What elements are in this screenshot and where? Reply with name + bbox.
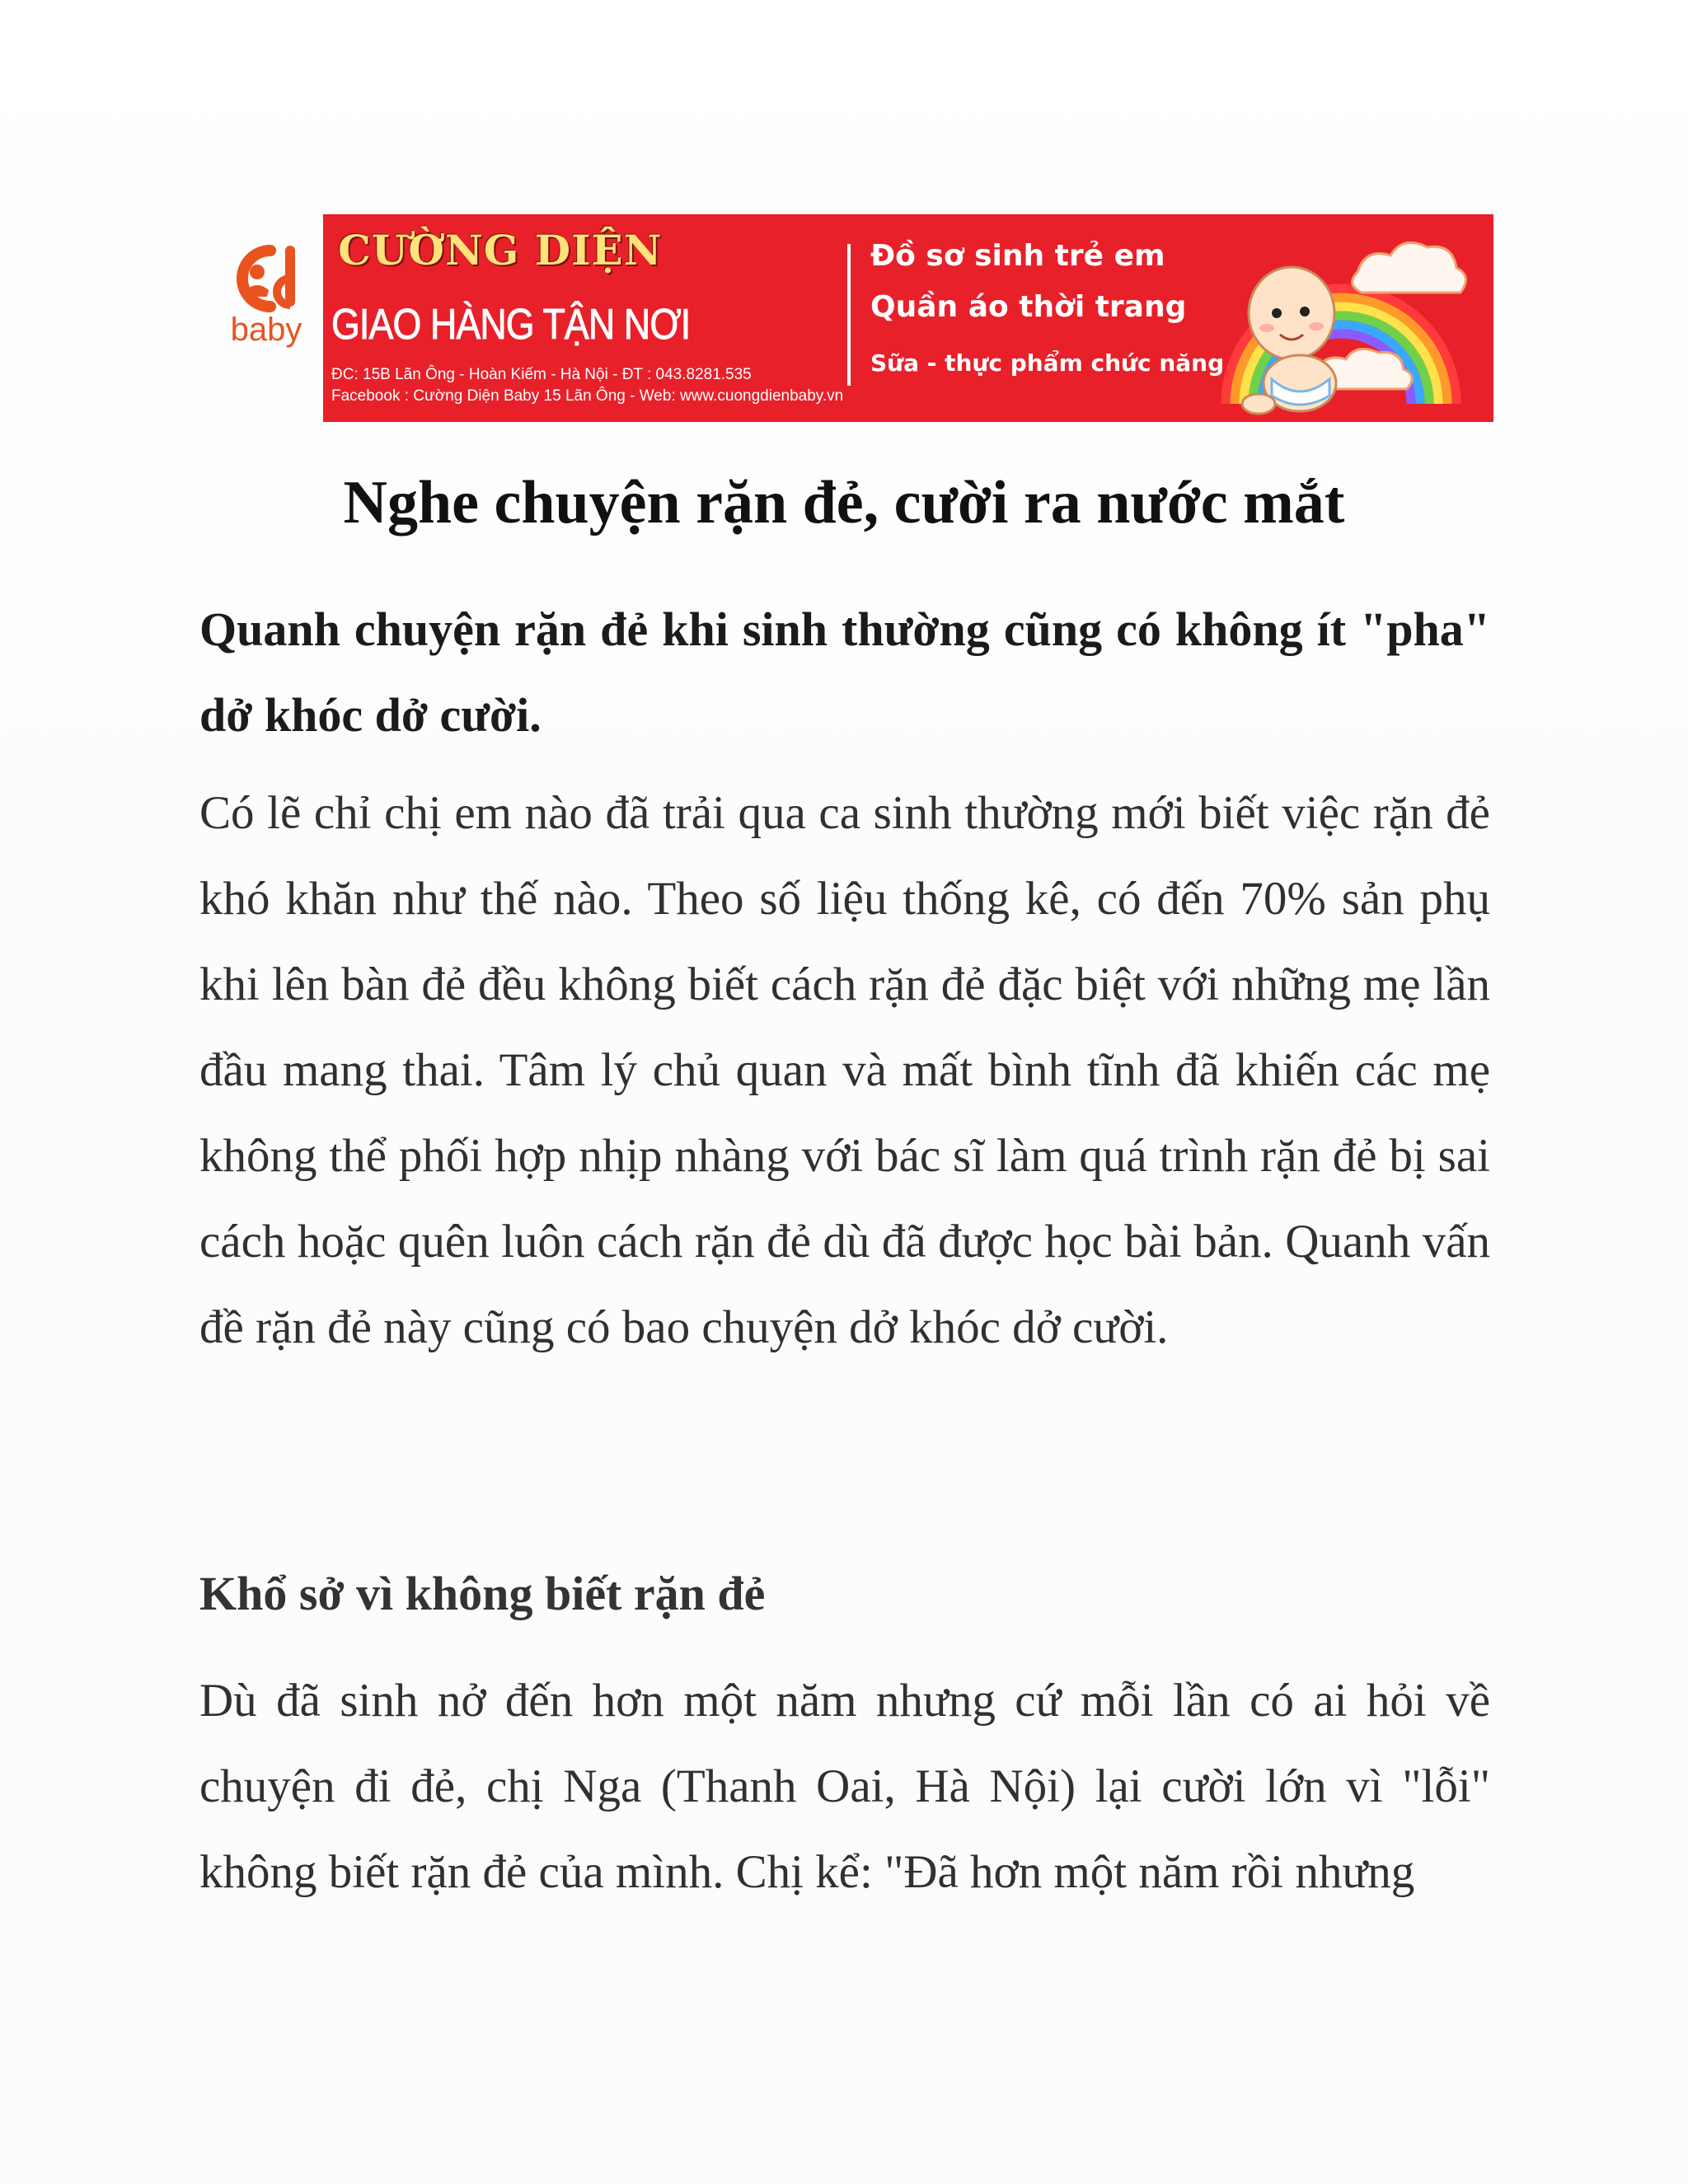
promo-banner: [323, 214, 1493, 422]
product-line: Đồ sơ sinh trẻ em: [870, 239, 1165, 273]
brand-tagline: GIAO HÀNG TẬN NƠI: [331, 301, 691, 349]
article-title: Nghe chuyện rặn đẻ, cười ra nước mắt: [343, 469, 1345, 537]
banner-divider: [847, 244, 851, 386]
product-line: Quần áo thời trang: [870, 290, 1187, 324]
product-line: Sữa - thực phẩm chức năng: [870, 349, 1225, 377]
section-heading: Khổ sở vì không biết rặn đẻ: [199, 1567, 766, 1620]
brand-name: CƯỜNG DIỆN: [338, 226, 663, 274]
header-banner: [0, 0, 1688, 429]
baby-logo-icon: [221, 239, 312, 321]
store-address: ĐC: 15B Lãn Ông - Hoàn Kiếm - Hà Nội - ĐT : 043.8281.535: [331, 366, 752, 383]
brand-logo: [221, 239, 312, 354]
logo-text: baby: [230, 312, 302, 348]
article-paragraph: Dù đã sinh nở đến hơn một năm nhưng cứ mỗi lần có ai hỏi về chuyện đi đẻ, chị Nga (Thanh Oai, Hà Nội) lại cười lớn vì "lỗi" không biết rặn đẻ của mình. Chị kể: "Đã hơn một năm rồi nhưng: [199, 1675, 1490, 1898]
baby-rainbow-illustration: [1201, 214, 1493, 422]
article-paragraph: Có lẽ chỉ chị em nào đã trải qua ca sinh thường mới biết việc rặn đẻ khó khăn như thế nào. Theo số liệu thống kê, có đến 70% sản phụ khi lên bàn đẻ đều không biết cách rặn đẻ đặc biệt với những mẹ lần đầu mang thai. Tâm lý chủ quan và mất bình tĩnh đã khiến các mẹ không thể phối hợp nhịp nhàng với bác sĩ làm quá trình rặn đẻ bị sai cách hoặc quên luôn cách rặn đẻ dù đã được học bài bản. Quanh vấn đề rặn đẻ này cũng có bao chuyện dở khóc dở cười.: [199, 787, 1490, 1353]
store-contact: Facebook : Cường Diện Baby 15 Lãn Ông - Web: www.cuongdienbaby.vn: [331, 387, 844, 405]
article-lead: Quanh chuyện rặn đẻ khi sinh thường cũng có không ít "pha" dở khóc dở cười.: [199, 602, 1490, 742]
